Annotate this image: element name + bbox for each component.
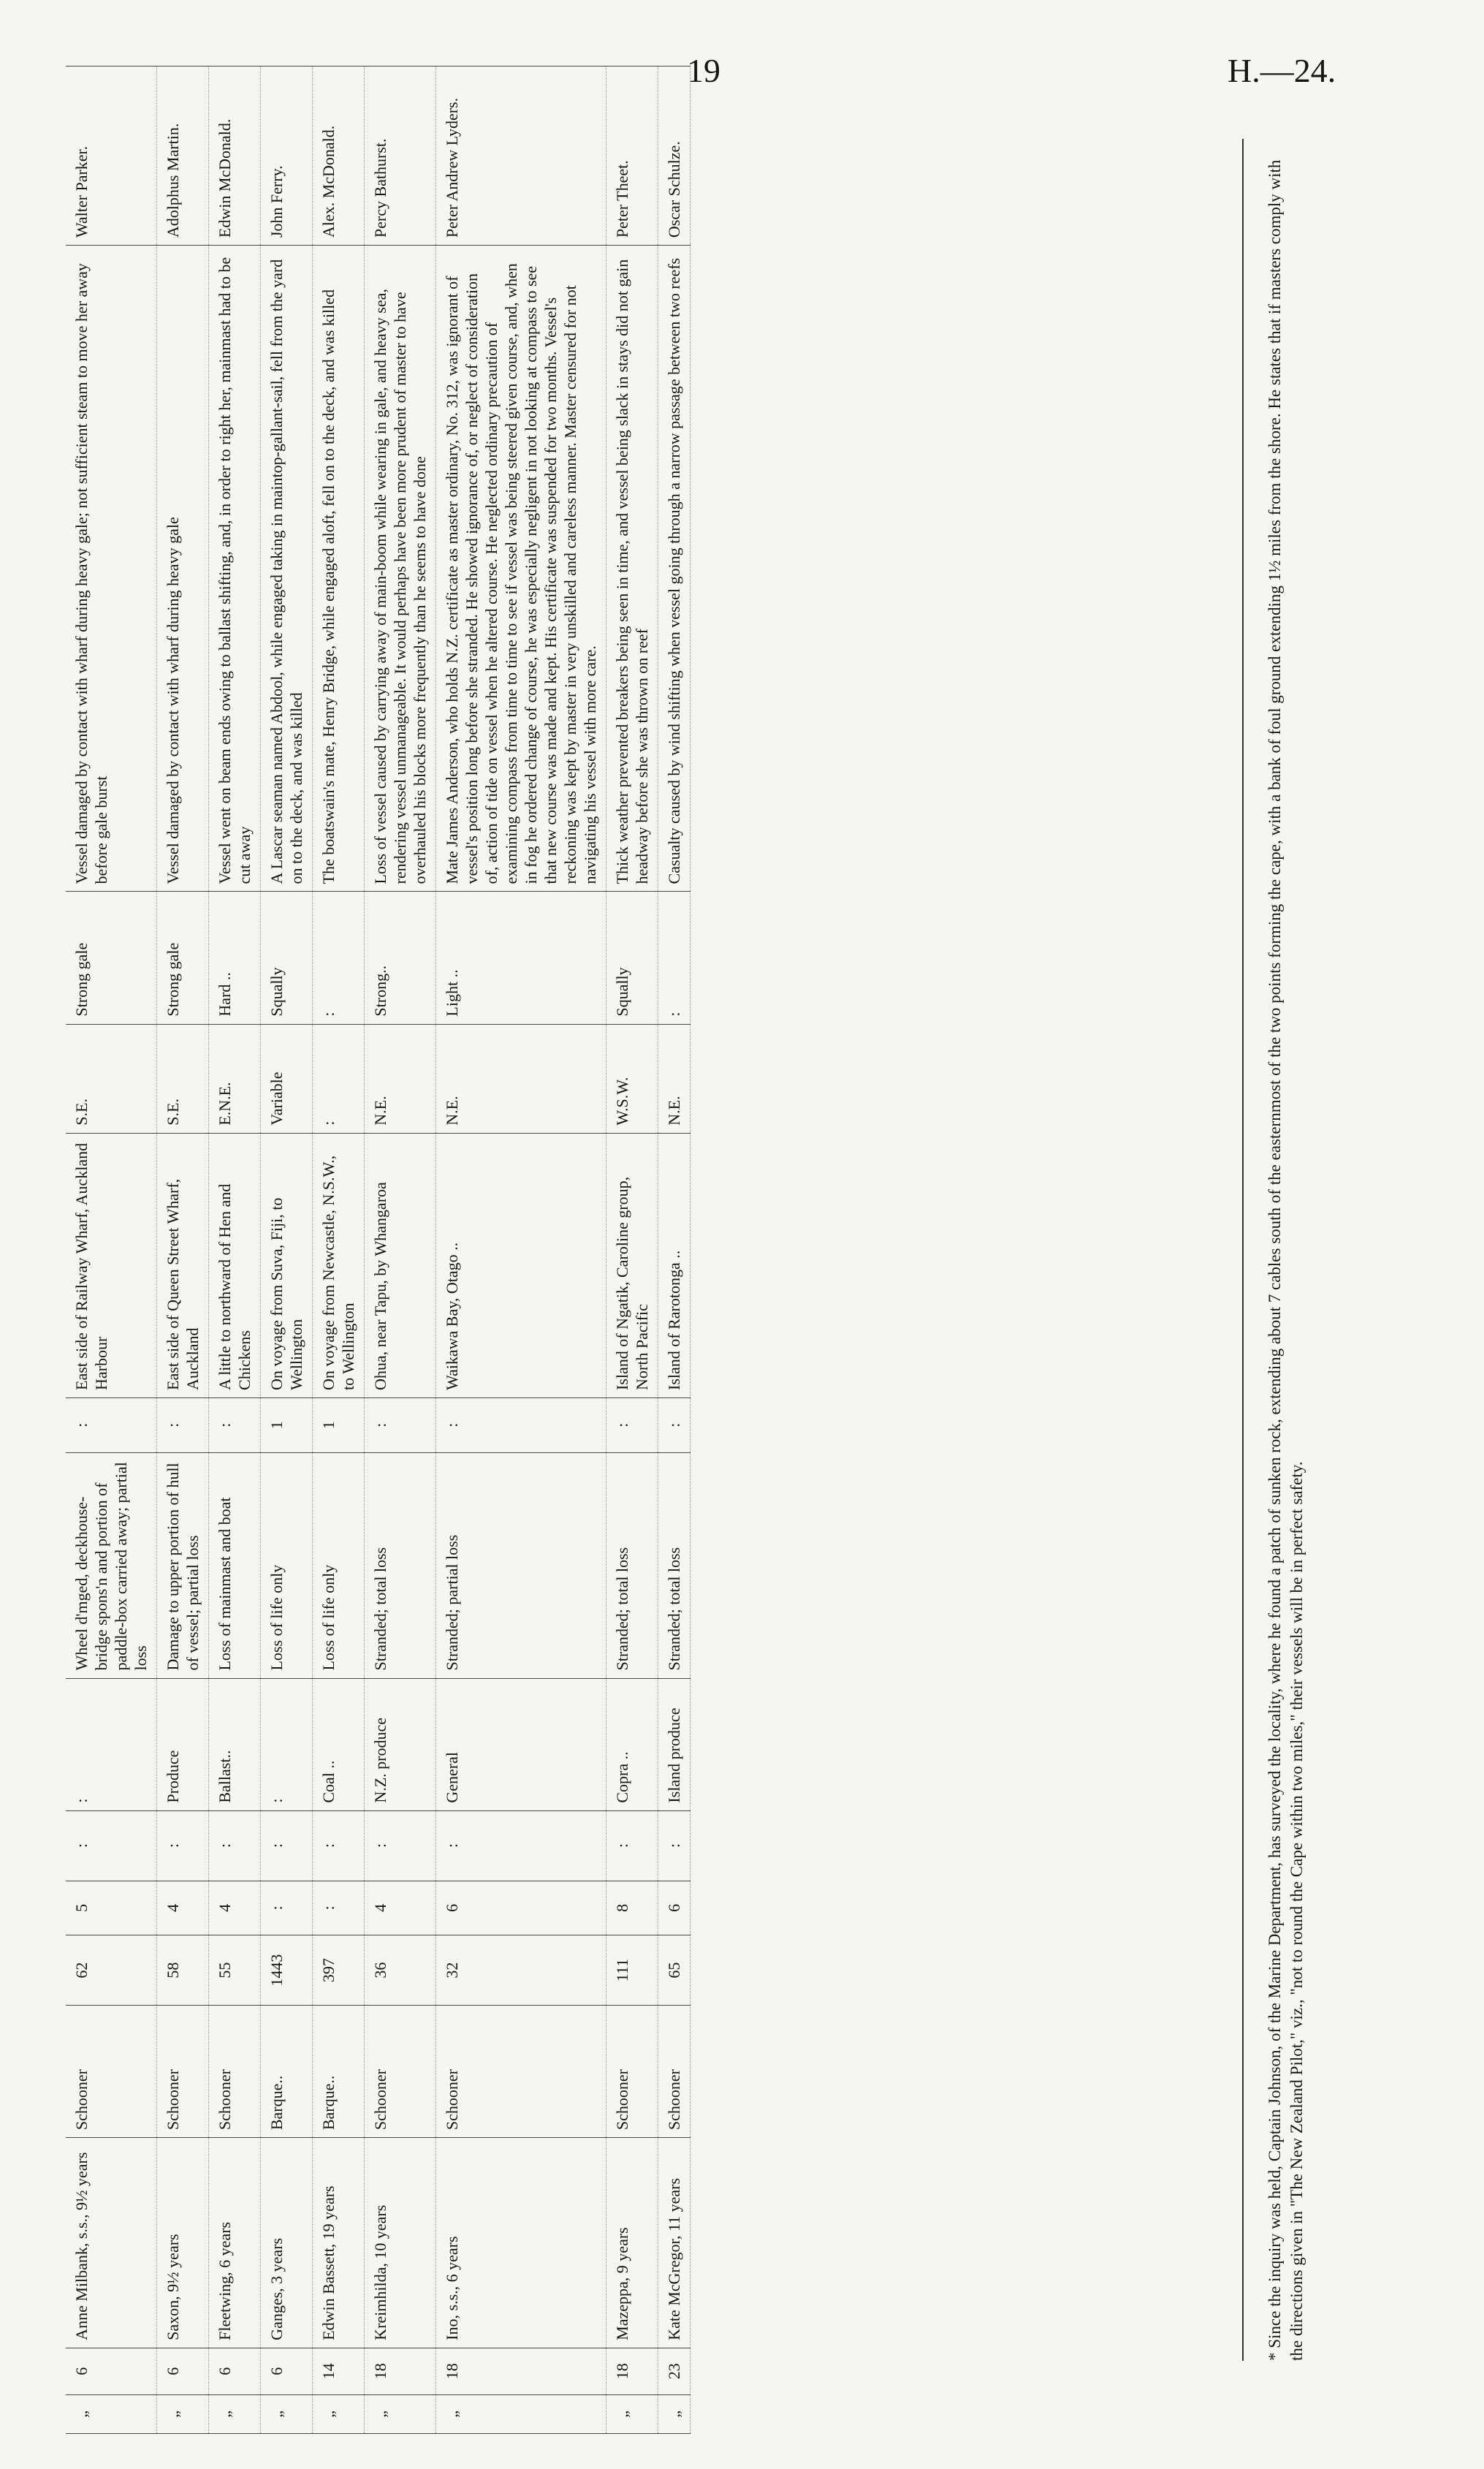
cell-place: Island of Rarotonga .. — [658, 1133, 690, 1397]
cell-passengers: : — [313, 1810, 365, 1881]
cell-lives: : — [209, 1397, 261, 1452]
cell-tons: 1443 — [261, 1935, 313, 2006]
cell-vessel: Anne Milbank, s.s., 9½ years — [66, 2138, 157, 2348]
cell-tons: 58 — [157, 1935, 209, 2006]
table-row — [658, 67, 690, 2434]
cell-cause: Vessel damaged by contact with wharf during heavy gale; not sufficient steam to move her away before gale burst — [66, 246, 157, 892]
cell-tons: 62 — [66, 1935, 157, 2006]
cell-nature: Loss of life only — [313, 1452, 365, 1678]
cell-rig: Schooner — [365, 2006, 436, 2138]
cell-cause: Vessel damaged by contact with wharf during heavy gale — [157, 246, 209, 892]
cell-cargo: Copra .. — [606, 1678, 658, 1810]
cell-place: On voyage from Suva, Fiji, to Wellington — [261, 1133, 313, 1397]
cell-nature: Stranded; total loss — [365, 1452, 436, 1678]
cell-wind-dir: N.E. — [658, 1024, 690, 1133]
table-row — [313, 67, 365, 2434]
cell-lives: : — [365, 1397, 436, 1452]
cell-lives: 1 — [261, 1397, 313, 1452]
cell-wind-dir: Variable — [261, 1024, 313, 1133]
cell-rig: Schooner — [436, 2006, 606, 2138]
cell-wind-force: Strong gale — [157, 892, 209, 1024]
cell-cause: Casualty caused by wind shifting when vessel going through a narrow passage between two reefs — [658, 246, 690, 892]
cell-wind-dir: S.E. — [157, 1024, 209, 1133]
cell-wind-force: : — [658, 892, 690, 1024]
cell-passengers: : — [209, 1810, 261, 1881]
cell-lives: : — [157, 1397, 209, 1452]
cell-rig: Barque.. — [313, 2006, 365, 2138]
cell-rig: Schooner — [157, 2006, 209, 2138]
cell-master: Walter Parker. — [66, 67, 157, 246]
wreck-returns-table — [66, 66, 690, 2434]
cell-passengers: : — [365, 1810, 436, 1881]
cell-lives: : — [66, 1397, 157, 1452]
table-row — [66, 67, 157, 2434]
cell-tons: 65 — [658, 1935, 690, 2006]
cell-place: East side of Railway Wharf, Auckland Harbour — [66, 1133, 157, 1397]
cell-mark: „ — [157, 2394, 209, 2433]
cell-cargo: Produce — [157, 1678, 209, 1810]
cell-nature: Wheel d'mged, deckhouse-bridge spons'n and portion of paddle-box carried away; partial loss — [66, 1452, 157, 1678]
footnote-container — [1264, 139, 1352, 2361]
cell-lives: : — [658, 1397, 690, 1452]
cell-place: A little to northward of Hen and Chickens — [209, 1133, 261, 1397]
cell-mark: „ — [365, 2394, 436, 2433]
cell-cargo: General — [436, 1678, 606, 1810]
wreck-returns-table-container — [66, 66, 1293, 2434]
cell-rig: Schooner — [66, 2006, 157, 2138]
cell-place: On voyage from Newcastle, N.S.W., to Wellington — [313, 1133, 365, 1397]
cell-date: 6 — [157, 2348, 209, 2394]
cell-cause: Vessel went on beam ends owing to ballast shifting, and, in order to right her, mainmast had to be cut away — [209, 246, 261, 892]
cell-wind-force: Squally — [261, 892, 313, 1024]
cell-master: Percy Bathurst. — [365, 67, 436, 246]
cell-tons: 397 — [313, 1935, 365, 2006]
cell-cargo: N.Z. produce — [365, 1678, 436, 1810]
cell-crew: 6 — [658, 1881, 690, 1935]
cell-nature: Damage to upper portion of hull of vessel; partial loss — [157, 1452, 209, 1678]
cell-cause: A Lascar seaman named Abdool, while engaged taking in maintop-gallant-sail, fell from the yard on to the deck, and was killed — [261, 246, 313, 892]
cell-wind-force: Strong.. — [365, 892, 436, 1024]
cell-cargo: Coal .. — [313, 1678, 365, 1810]
cell-mark: „ — [313, 2394, 365, 2433]
cell-place: Waikawa Bay, Otago .. — [436, 1133, 606, 1397]
cell-rig: Schooner — [209, 2006, 261, 2138]
cell-passengers: : — [261, 1810, 313, 1881]
cell-cause: Thick weather prevented breakers being seen in time, and vessel being slack in stays did not gain headway before she was thrown on reef — [606, 246, 658, 892]
cell-wind-force: Squally — [606, 892, 658, 1024]
page-number: 19 — [687, 52, 720, 89]
cell-tons: 111 — [606, 1935, 658, 2006]
cell-place: Ohua, near Tapu, by Whangaroa — [365, 1133, 436, 1397]
cell-mark: „ — [66, 2394, 157, 2433]
table-row — [261, 67, 313, 2434]
cell-vessel: Kreimhilda, 10 years — [365, 2138, 436, 2348]
cell-passengers: : — [157, 1810, 209, 1881]
footnote-rule — [1242, 139, 1244, 2361]
cell-nature: Loss of mainmast and boat — [209, 1452, 261, 1678]
cell-master: John Ferry. — [261, 67, 313, 246]
cell-mark: „ — [209, 2394, 261, 2433]
cell-wind-force: Strong gale — [66, 892, 157, 1024]
cell-rig: Schooner — [606, 2006, 658, 2138]
table-row — [209, 67, 261, 2434]
cell-tons: 36 — [365, 1935, 436, 2006]
cell-date: 6 — [209, 2348, 261, 2394]
cell-master: Adolphus Martin. — [157, 67, 209, 246]
cell-rig: Schooner — [658, 2006, 690, 2138]
cell-lives: : — [436, 1397, 606, 1452]
cell-cargo: : — [66, 1678, 157, 1810]
cell-cargo: : — [261, 1678, 313, 1810]
cell-rig: Barque.. — [261, 2006, 313, 2138]
cell-wind-dir: E.N.E. — [209, 1024, 261, 1133]
table-row — [436, 67, 606, 2434]
cell-date: 18 — [365, 2348, 436, 2394]
cell-vessel: Mazeppa, 9 years — [606, 2138, 658, 2348]
cell-passengers: : — [606, 1810, 658, 1881]
cell-vessel: Kate McGregor, 11 years — [658, 2138, 690, 2348]
cell-mark: „ — [436, 2394, 606, 2433]
cell-cargo: Island produce — [658, 1678, 690, 1810]
cell-wind-dir: W.S.W. — [606, 1024, 658, 1133]
footnote-text: * Since the inquiry was held, Captain Johnson, of the Marine Department, has surveyed the locality, where he found a patch of sunken rock, extending about 7 cables south of the easternmost of the two points forming the cape, with a bank of foul ground extending 1½ miles from the shore. He states that if masters comply with the directions given in "The New Zealand Pilot," viz., "not to round the Cape within two miles," their vessels will be in perfect safety. — [1266, 159, 1306, 2361]
cell-passengers: : — [436, 1810, 606, 1881]
cell-vessel: Saxon, 9½ years — [157, 2138, 209, 2348]
cell-crew: 4 — [209, 1881, 261, 1935]
cell-vessel: Fleetwing, 6 years — [209, 2138, 261, 2348]
table-row — [157, 67, 209, 2434]
cell-date: 14 — [313, 2348, 365, 2394]
cell-wind-dir: : — [313, 1024, 365, 1133]
cell-mark: „ — [606, 2394, 658, 2433]
cell-wind-dir: N.E. — [365, 1024, 436, 1133]
cell-mark: „ — [658, 2394, 690, 2433]
cell-crew: 8 — [606, 1881, 658, 1935]
cell-crew: 5 — [66, 1881, 157, 1935]
cell-passengers: : — [658, 1810, 690, 1881]
cell-cause: The boatswain's mate, Henry Bridge, while engaged aloft, fell on to the deck, and was killed — [313, 246, 365, 892]
cell-master: Edwin McDonald. — [209, 67, 261, 246]
cell-date: 18 — [606, 2348, 658, 2394]
cell-cause: Mate James Anderson, who holds N.Z. certificate as master ordinary, No. 312, was ignorant of vessel's position long before she stranded. He showed ignorance of, or neglect of consideration of, action of tide on vessel when he altered course. He neglected ordinary precaution of examining compass from time to time to see if vessel was being steered given course, and, when in fog he ordered change of course, he was especially negligent in not looking at compass to see that new course was made and kept. His certificate was suspended for two months. Vessel's reckoning was kept by master in very unskilled and careless manner. Master censured for not navigating his vessel with more care. — [436, 246, 606, 892]
cell-lives: 1 — [313, 1397, 365, 1452]
cell-crew: : — [261, 1881, 313, 1935]
cell-master: Peter Andrew Lyders. — [436, 67, 606, 246]
table-row — [606, 67, 658, 2434]
cell-crew: 6 — [436, 1881, 606, 1935]
cell-cause: Loss of vessel caused by carrying away of main-boom while wearing in gale, and heavy sea, rendering vessel unmanageable. It would perhaps have been more prudent of master to have overhauled his blocks more frequently than he seems to have done — [365, 246, 436, 892]
cell-nature: Stranded; total loss — [606, 1452, 658, 1678]
cell-wind-dir: N.E. — [436, 1024, 606, 1133]
cell-date: 6 — [66, 2348, 157, 2394]
cell-date: 6 — [261, 2348, 313, 2394]
cell-master: Oscar Schulze. — [658, 67, 690, 246]
cell-lives: : — [606, 1397, 658, 1452]
cell-place: East side of Queen Street Wharf, Auckland — [157, 1133, 209, 1397]
table-row — [365, 67, 436, 2434]
cell-cargo: Ballast.. — [209, 1678, 261, 1810]
document-reference: H.—24. — [1228, 52, 1336, 89]
cell-vessel: Ganges, 3 years — [261, 2138, 313, 2348]
cell-wind-dir: S.E. — [66, 1024, 157, 1133]
cell-passengers: : — [66, 1810, 157, 1881]
cell-wind-force: Hard .. — [209, 892, 261, 1024]
cell-tons: 32 — [436, 1935, 606, 2006]
cell-vessel: Ino, s.s., 6 years — [436, 2138, 606, 2348]
cell-date: 18 — [436, 2348, 606, 2394]
cell-master: Alex. McDonald. — [313, 67, 365, 246]
cell-date: 23 — [658, 2348, 690, 2394]
cell-nature: Stranded; total loss — [658, 1452, 690, 1678]
cell-wind-force: : — [313, 892, 365, 1024]
cell-place: Island of Ngatik, Caroline group, North Pacific — [606, 1133, 658, 1397]
cell-crew: : — [313, 1881, 365, 1935]
cell-tons: 55 — [209, 1935, 261, 2006]
cell-crew: 4 — [157, 1881, 209, 1935]
cell-crew: 4 — [365, 1881, 436, 1935]
cell-master: Peter Theet. — [606, 67, 658, 246]
cell-wind-force: Light .. — [436, 892, 606, 1024]
cell-nature: Loss of life only — [261, 1452, 313, 1678]
cell-vessel: Edwin Bassett, 19 years — [313, 2138, 365, 2348]
cell-mark: „ — [261, 2394, 313, 2433]
cell-nature: Stranded; partial loss — [436, 1452, 606, 1678]
